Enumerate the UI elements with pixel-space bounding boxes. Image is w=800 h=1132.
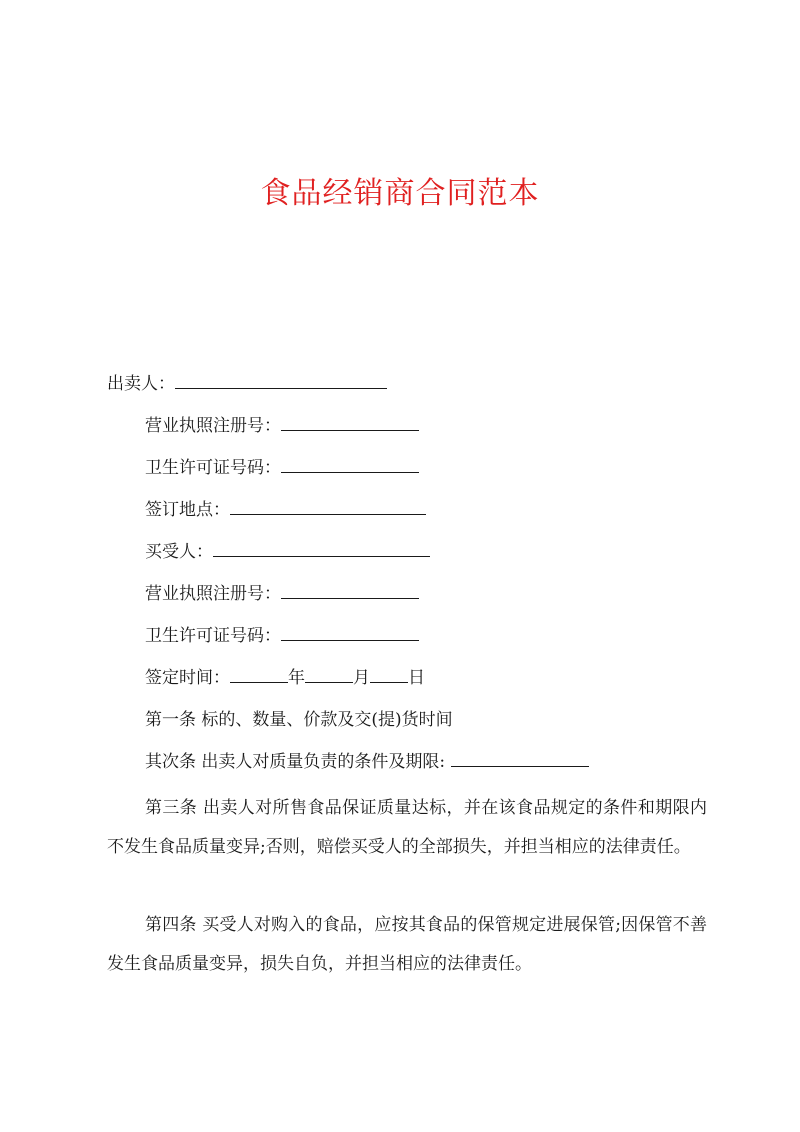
buyer-blank bbox=[213, 540, 430, 557]
seller-license-label: 营业执照注册号： bbox=[145, 416, 281, 436]
year-blank bbox=[230, 666, 288, 683]
seller-label: 出卖人： bbox=[107, 374, 175, 394]
article-4: 第四条 买受人对购入的食品，应按其食品的保管规定进展保管;因保管不善发生食品质量变异，损失自负，并担当相应的法律责任。 bbox=[107, 915, 707, 974]
sign-place-blank bbox=[230, 498, 426, 515]
seller-health-blank bbox=[281, 456, 419, 473]
article-1 bbox=[145, 708, 453, 732]
seller-health-label: 卫生许可证号码： bbox=[145, 458, 281, 478]
year-label: 年 bbox=[288, 668, 305, 688]
seller-license-line bbox=[145, 414, 419, 438]
buyer-license-blank bbox=[281, 582, 419, 599]
sign-place-line bbox=[145, 498, 426, 522]
seller-line bbox=[107, 372, 387, 396]
article-1-text: 第一条 标的、数量、价款及交(提)货时间 bbox=[145, 710, 453, 730]
buyer-license-line bbox=[145, 582, 419, 606]
article-2-text: 其次条 出卖人对质量负责的条件及期限: bbox=[145, 752, 451, 772]
buyer-health-line bbox=[145, 624, 419, 648]
seller-health-line bbox=[145, 456, 419, 480]
article-2-blank bbox=[451, 750, 589, 767]
sign-time-label: 签定时间： bbox=[145, 668, 230, 688]
seller-license-blank bbox=[281, 414, 419, 431]
buyer-line bbox=[145, 540, 430, 564]
buyer-health-label: 卫生许可证号码： bbox=[145, 626, 281, 646]
buyer-health-blank bbox=[281, 624, 419, 641]
buyer-label: 买受人： bbox=[145, 542, 213, 562]
month-blank bbox=[305, 666, 353, 683]
article-3: 第三条 出卖人对所售食品保证质量达标，并在该食品规定的条件和期限内不发生食品质量变异;否则，赔偿买受人的全部损失，并担当相应的法律责任。 bbox=[107, 798, 707, 857]
month-label: 月 bbox=[353, 668, 370, 688]
seller-blank bbox=[175, 372, 387, 389]
day-blank bbox=[370, 666, 408, 683]
buyer-license-label: 营业执照注册号： bbox=[145, 584, 281, 604]
article-2 bbox=[145, 750, 589, 774]
sign-time-line bbox=[145, 666, 425, 690]
document-title: 食品经销商合同范本 bbox=[260, 176, 540, 211]
sign-place-label: 签订地点： bbox=[145, 500, 230, 520]
day-label: 日 bbox=[408, 668, 425, 688]
